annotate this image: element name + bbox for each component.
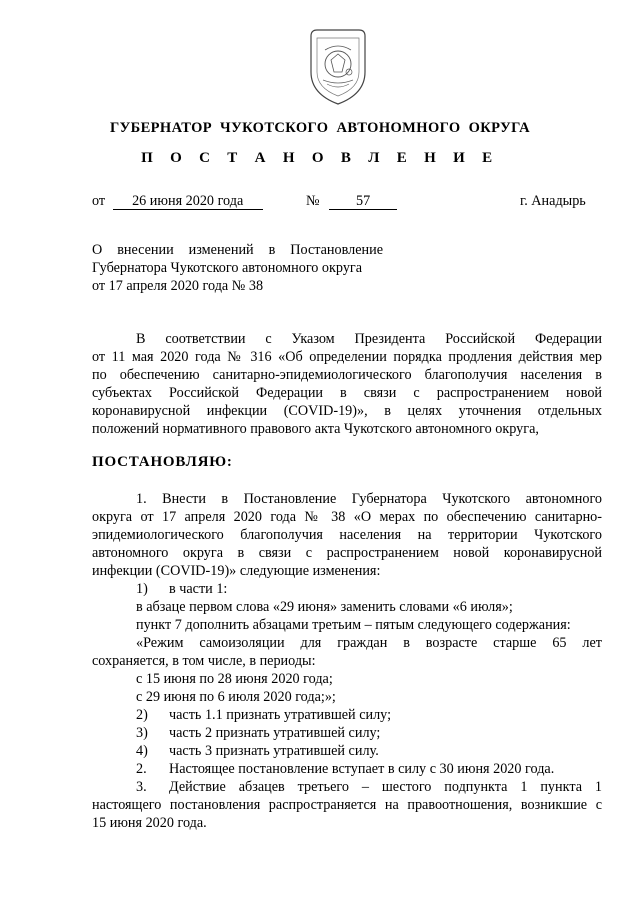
paragraph-line: 1. Внести в Постановление Губернатора Чукотского автономного xyxy=(136,491,602,507)
paragraph-line: «Режим самоизоляции для граждан в возрасте старше 65 лет xyxy=(136,635,602,651)
paragraph-line: настоящего постановления распространяется на правоотношения, возникшие с xyxy=(92,797,602,813)
number-label: № xyxy=(306,193,320,209)
item-number: 2. xyxy=(136,761,147,777)
subitem-text: часть 1.1 признать утратившей силу; xyxy=(169,707,392,723)
subitem-text: в части 1: xyxy=(169,581,228,597)
document-number: 57 xyxy=(329,194,397,210)
subitem-number: 4) xyxy=(136,743,148,759)
preamble-line: по обеспечению санитарно-эпидемиологического благополучия населения в xyxy=(92,367,602,383)
resolve-heading: ПОСТАНОВЛЯЮ: xyxy=(92,454,233,470)
preamble-line: коронавирусной инфекции (COVID-19)», в целях уточнения отдельных xyxy=(92,403,602,419)
paragraph-line: эпидемиологического благополучия населения на территории Чукотского xyxy=(92,527,602,543)
coat-of-arms-icon xyxy=(303,26,373,108)
item-number: 3. xyxy=(136,779,147,795)
preamble-line: субъектах Российской Федерации в связи с распространением новой xyxy=(92,385,602,401)
document-type: П О С Т А Н О В Л Е Н И Е xyxy=(141,150,499,166)
subject-line: О внесении изменений в Постановление xyxy=(92,242,383,258)
paragraph-line: инфекции (COVID-19)» следующие изменения: xyxy=(92,563,381,579)
subitem-text: часть 2 признать утратившей силу; xyxy=(169,725,381,741)
number-row xyxy=(306,192,397,210)
subitem-number: 3) xyxy=(136,725,148,741)
issuer-title: ГУБЕРНАТОР ЧУКОТСКОГО АВТОНОМНОГО ОКРУГА xyxy=(109,120,531,136)
paragraph-line: пункт 7 дополнить абзацами третьим – пятым следующего содержания: xyxy=(136,617,571,633)
from-label: от xyxy=(92,193,106,209)
subject-line: Губернатора Чукотского автономного округа xyxy=(92,260,363,276)
document-date: 26 июня 2020 года xyxy=(113,194,263,210)
paragraph-line: автономного округа в связи с распространением новой коронавирусной xyxy=(92,545,602,561)
subject-line: от 17 апреля 2020 года № 38 xyxy=(92,278,264,294)
document-place: г. Анадырь xyxy=(520,193,586,209)
paragraph-line: 15 июня 2020 года. xyxy=(92,815,207,831)
paragraph-line: округа от 17 апреля 2020 года № 38 «О мерах по обеспечению санитарно- xyxy=(92,509,602,525)
subitem-number: 2) xyxy=(136,707,148,723)
preamble-line: от 11 мая 2020 года № 316 «Об определении порядка продления действия мер xyxy=(92,349,602,365)
period-line: с 29 июня по 6 июля 2020 года;»; xyxy=(136,689,336,705)
paragraph-line: в абзаце первом слова «29 июня» заменить словами «6 июля»; xyxy=(136,599,513,615)
preamble-line: положений нормативного правового акта Чукотского автономного округа, xyxy=(92,421,539,437)
subitem-number: 1) xyxy=(136,581,148,597)
period-line: с 15 июня по 28 июня 2020 года; xyxy=(136,671,333,687)
item-text: Действие абзацев третьего – шестого подпункта 1 пункта 1 xyxy=(169,779,602,795)
preamble-line: В соответствии с Указом Президента Российской Федерации xyxy=(136,331,602,347)
subitem-text: часть 3 признать утратившей силу. xyxy=(169,743,379,759)
date-row xyxy=(92,192,263,210)
paragraph-line: сохраняется, в том числе, в периоды: xyxy=(92,653,316,669)
item-text: Настоящее постановление вступает в силу с 30 июня 2020 года. xyxy=(169,761,555,777)
